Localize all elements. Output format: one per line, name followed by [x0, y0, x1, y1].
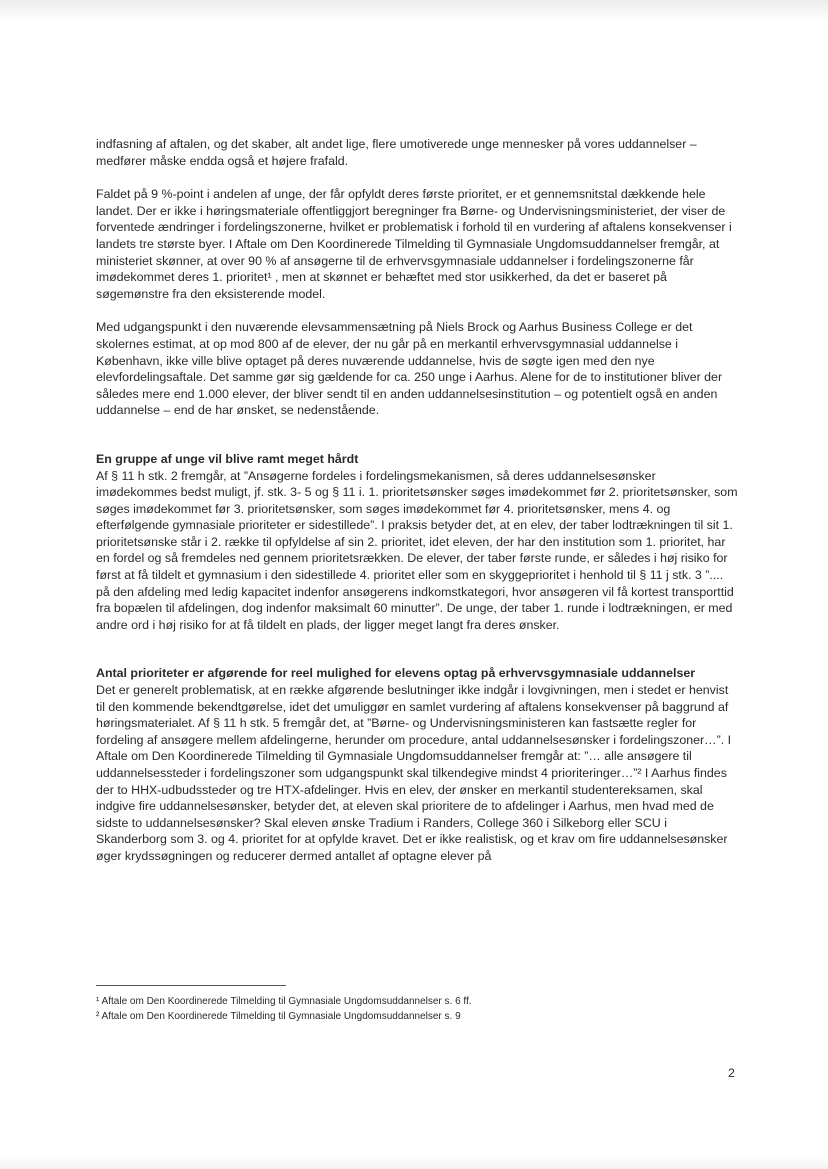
section-heading-hard-hit: En gruppe af unge vil blive ramt meget hårdt [96, 451, 359, 466]
paragraph-first-priority-drop: Faldet på 9 %-point i andelen af unge, der får opfyldt deres første prioritet, er et gennemsnitstal dækkende hele landet. Der er ikke i høringsmateriale offentliggjort beregninger fra Børne- og Undervisningsministeriet, der viser de forventede ændringer i fordelingszonerne, hvilket er problematisk i forhold til en vurdering af aftalens konsekvenser i landets tre største byer. I Aftale om Den Koordinerede Tilmelding til Gymnasiale Ungdomsuddannelser fremgår, at ministeriet skønner, at over 90 % af ansøgerne til de erhvervsgymnasiale uddannelser i fordelingszonerne får imødekommet deres 1. prioritet¹ , men at skønnet er behæftet med stor usikkerhed, da det er baseret på søgemønstre fra den eksisterende model. [96, 187, 732, 301]
footnotes [96, 985, 740, 1024]
scan-shadow-bottom [0, 1155, 828, 1169]
footnote-2: ² Aftale om Den Koordinerede Tilmelding til Gymnasiale Ungdomsuddannelser s. 9 [96, 1011, 461, 1022]
section-body-hard-hit: Af § 11 h stk. 2 fremgår, at ”Ansøgerne fordeles i fordelingsmekanismen, så deres uddannelsesønsker imødekommes bedst muligt, jf. stk. 3- 5 og § 11 i. 1. prioritetsønsker søges imødekommet før 2. prioritetsønsker, som søges imødekommet før 3. prioritetsønsker, som søges imødekommet før 4. prioritetsønsker, mens 4. og efterfølgende gymnasiale prioriteter er sidestillede”. I praksis betyder det, at en elev, der taber lodtrækningen til sit 1. prioritetsønske står i 2. række til opfyldelse af sin 2. prioritet, idet eleven, der har den institution som 1. prioritet, har en fordel og så fremdeles ned gennem prioritetsrækken. De elever, der taber første runde, er således i høj risiko for først at få tildelt et gymnasium i den sidestillede 4. prioritet eller som en skyggeprioritet i henhold til § 11 j stk. 3 ”.... på den afdeling med ledig kapacitet indenfor ansøgerens indkomstkategori, hvor ansøgeren vil få kortest transporttid fra bopælen til afdelingen, dog indenfor maksimalt 60 minutter”. De unge, der taber 1. runde i lodtrækningen, er med andre ord i høj risiko for at få tildelt en plads, der ligger meget langt fra deres ønsker. [96, 468, 738, 632]
section-spacer [96, 436, 740, 451]
paragraph-student-estimate: Med udgangspunkt i den nuværende elevsammensætning på Niels Brock og Aarhus Business College er det skolernes estimat, at op mod 800 af de elever, der nu går på en merkantil erhvervsgymnasial uddannelse i København, ikke ville blive optaget på deres nuværende uddannelse, hvis de søgte igen med den nye elevfordelingsaftale. Det samme gør sig gældende for ca. 250 unge i Aarhus. Alene for de to institutioner bliver der således mere end 1.000 elever, der bliver sendt til en anden uddannelsesinstitution – og potentielt også en anden uddannelse – end de har ønsket, se nedenstående. [96, 320, 723, 418]
footnote-rule [96, 985, 286, 986]
section-heading-priorities: Antal prioriteter er afgørende for reel mulighed for elevens optag på erhvervsgymnasiale uddannelser [96, 666, 696, 681]
section-body-priorities: Det er generelt problematisk, at en række afgørende beslutninger ikke indgår i lovgivningen, men i stedet er henvist til den kommende bekendtgørelse, idet det umuliggør en samlet vurdering af aftalens konsekvenser på baggrund af høringsmaterialet. Af § 11 h stk. 5 fremgår det, at ”Børne- og Undervisningsministeren kan fastsætte regler for fordeling af ansøgere mellem afdelingerne, herunder om procedure, antal uddannelsesønsker i fordelingszoner…”. I Aftale om Den Koordinerede Tilmelding til Gymnasiale Ungdomsuddannelser fremgår at: ”… alle ansøgere til uddannelsessteder i fordelingszoner som udgangspunkt skal tilkendegive mindst 4 prioriteringer…”² I Aarhus findes der to HHX-udbudssteder og tre HTX-afdelinger. Hvis en elev, der ønsker en merkantil studentereksamen, skal indgive fire uddannelsesønsker, betyder det, at eleven skal prioritere de to afdelinger i Aarhus, men hvad med de sidste to uddannelsesønsker? Skal eleven ønske Tradium i Randers, College 360 i Silkeborg eller SCU i Skanderborg som 3. og 4. prioritet for at opfylde kravet. Det er ikke realistisk, og et krav om fire uddannelsesønsker øger krydssøgningen og reducerer dermed antallet af optagne elever på [96, 683, 732, 863]
section-spacer [96, 650, 740, 665]
footnote-1: ¹ Aftale om Den Koordinerede Tilmelding til Gymnasiale Ungdomsuddannelser s. 6 ff. [96, 996, 472, 1007]
document-body [96, 136, 740, 882]
paragraph-continuation: indfasning af aftalen, og det skaber, alt andet lige, flere umotiverede unge mennesker på vores uddannelser – medfører måske endda også et højere frafald. [96, 137, 697, 168]
scan-shadow-top [0, 0, 828, 22]
page-number: 2 [728, 1066, 735, 1080]
